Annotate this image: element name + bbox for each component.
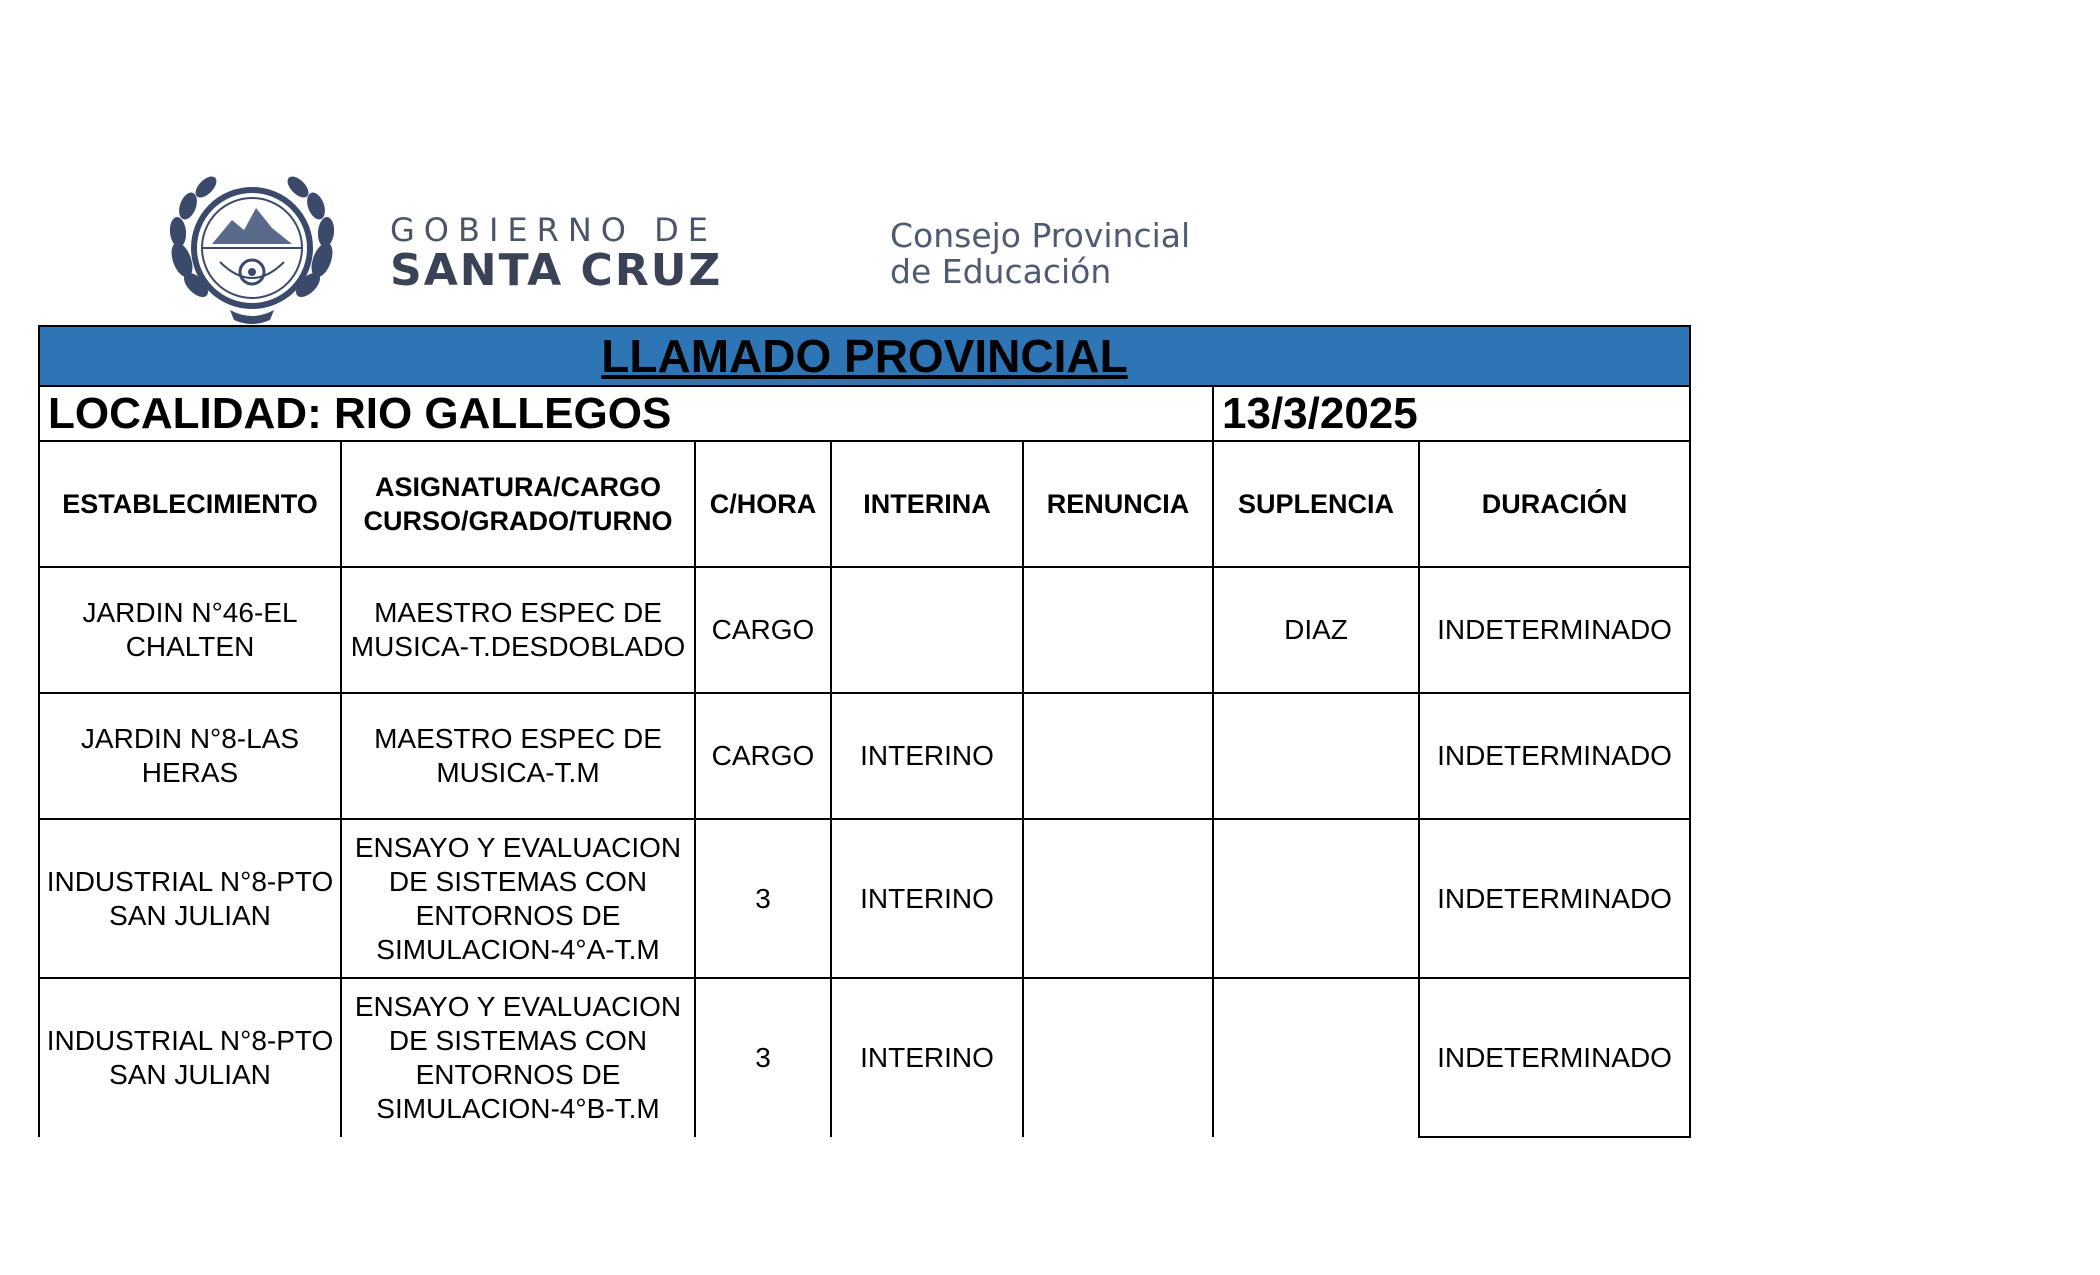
- cell-asignatura: [341, 693, 695, 819]
- cell-asignatura: [341, 819, 695, 978]
- council-logo-text: [890, 218, 1190, 290]
- col-header-establecimiento: ESTABLECIMIENTO: [39, 441, 341, 567]
- cell-chora: CARGO: [695, 693, 831, 819]
- cell-line: MAESTRO ESPEC DE: [374, 597, 662, 628]
- council-name-line1: Consejo Provincial: [890, 216, 1191, 255]
- cell-duracion: INDETERMINADO: [1419, 978, 1690, 1137]
- government-logo-text: [390, 212, 722, 294]
- cell-line: SAN JULIAN: [109, 899, 271, 931]
- col-header-renuncia: RENUNCIA: [1023, 441, 1213, 567]
- col-header-asignatura-line1: ASIGNATURA/CARGO: [375, 472, 661, 502]
- cell-line: DE SISTEMAS CON: [388, 1025, 648, 1056]
- cell-asignatura: [341, 567, 695, 693]
- letterhead: [160, 170, 1310, 325]
- column-header-row: [39, 441, 1690, 567]
- cell-line: ENSAYO Y EVALUACION: [354, 831, 682, 863]
- cell-line: CHALTEN: [125, 631, 255, 662]
- cell-asignatura: [341, 978, 695, 1137]
- cell-line: MAESTRO ESPEC DE: [374, 723, 662, 754]
- cell-establecimiento: [39, 693, 341, 819]
- cell-interina: INTERINO: [831, 693, 1023, 819]
- cell-line: ENSAYO Y EVALUACION: [354, 991, 682, 1022]
- cell-duracion: INDETERMINADO: [1419, 819, 1690, 978]
- cell-interina: INTERINO: [831, 978, 1023, 1137]
- cell-suplencia: [1213, 819, 1419, 978]
- cell-line: MUSICA-T.M: [436, 757, 600, 788]
- cell-line: HERAS: [141, 757, 239, 788]
- cell-line: JARDIN N°46-EL: [82, 597, 298, 628]
- cell-line: SIMULACION-4°B-T.M: [376, 1093, 660, 1124]
- cell-suplencia: DIAZ: [1213, 567, 1419, 693]
- cell-renuncia: [1023, 819, 1213, 978]
- title-row: [39, 326, 1690, 386]
- cell-interina: INTERINO: [831, 819, 1023, 978]
- cell-establecimiento: [39, 978, 341, 1137]
- cell-line: INDUSTRIAL N°8-PTO: [46, 1025, 334, 1056]
- cell-line: ENTORNOS DE: [415, 899, 621, 931]
- cell-line: DE SISTEMAS CON: [388, 865, 648, 897]
- santa-cruz-crest-icon: [160, 170, 344, 325]
- government-name-line1: GOBIERNO DE: [390, 211, 717, 249]
- col-header-asignatura: [341, 441, 695, 567]
- cell-chora: 3: [695, 978, 831, 1137]
- call-date: 13/3/2025: [1213, 386, 1690, 441]
- col-header-duracion: DURACIÓN: [1419, 441, 1690, 567]
- table-row: [39, 819, 1690, 978]
- table-row: [39, 978, 1690, 1137]
- council-name-line2: de Educación: [890, 252, 1112, 291]
- cell-suplencia: [1213, 693, 1419, 819]
- cell-suplencia: [1213, 978, 1419, 1137]
- vacancy-table: [38, 325, 1691, 1138]
- col-header-asignatura-line2: CURSO/GRADO/TURNO: [363, 506, 673, 536]
- sheet-title: LLAMADO PROVINCIAL: [39, 326, 1690, 386]
- cell-line: SAN JULIAN: [109, 1059, 271, 1090]
- col-header-interina: INTERINA: [831, 441, 1023, 567]
- cell-renuncia: [1023, 978, 1213, 1137]
- cell-line: JARDIN N°8-LAS: [80, 723, 300, 754]
- cell-line: SIMULACION-4°A-T.M: [376, 933, 660, 965]
- cell-line: ENTORNOS DE: [415, 1059, 621, 1090]
- government-name-line2: SANTA CRUZ: [390, 245, 723, 296]
- cell-chora: CARGO: [695, 567, 831, 693]
- col-header-chora: C/HORA: [695, 441, 831, 567]
- cell-chora: 3: [695, 819, 831, 978]
- cell-establecimiento: [39, 819, 341, 978]
- cell-line: MUSICA-T.DESDOBLADO: [350, 631, 686, 662]
- locality-row: [39, 386, 1690, 441]
- cell-duracion: INDETERMINADO: [1419, 567, 1690, 693]
- cell-line: INDUSTRIAL N°8-PTO: [46, 865, 334, 897]
- cell-renuncia: [1023, 567, 1213, 693]
- cell-duracion: INDETERMINADO: [1419, 693, 1690, 819]
- table-row: [39, 693, 1690, 819]
- cell-interina: [831, 567, 1023, 693]
- col-header-suplencia: SUPLENCIA: [1213, 441, 1419, 567]
- table-row: [39, 567, 1690, 693]
- call-table-sheet: [38, 325, 1689, 1138]
- cell-renuncia: [1023, 693, 1213, 819]
- cell-establecimiento: [39, 567, 341, 693]
- locality-label: LOCALIDAD: RIO GALLEGOS: [39, 386, 1213, 441]
